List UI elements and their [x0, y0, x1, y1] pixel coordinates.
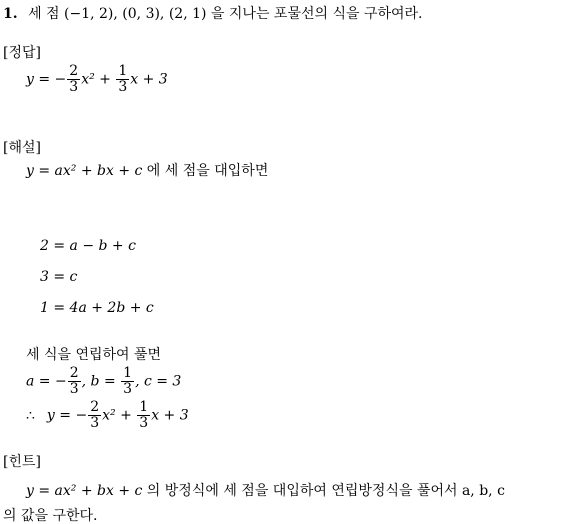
final-fraction-2: [137, 400, 150, 431]
answer-equation: [26, 64, 168, 95]
fraction-numerator: 2: [90, 399, 100, 415]
hint-line-2: 의 값을 구한다.: [3, 508, 98, 524]
fraction-denominator: 3: [69, 79, 79, 95]
answer-fraction-2: [116, 64, 129, 95]
fraction-denominator: 3: [123, 381, 133, 397]
solution-a-label: a = −: [26, 373, 67, 390]
hint-math: y = ax² + bx + c: [26, 483, 143, 499]
hint-line-1: [26, 484, 505, 498]
explanation-intro-text: 에 세 점을 대입하면: [142, 163, 269, 179]
explanation-intro-math: y = ax² + bx + c: [26, 163, 143, 179]
answer-heading: [정답]: [3, 45, 41, 61]
fraction-numerator: 2: [69, 365, 79, 381]
answer-lhs: y = −: [26, 71, 67, 88]
final-fraction-1: [88, 400, 101, 431]
final-lhs: y = −: [46, 407, 88, 424]
fraction-numerator: 1: [118, 63, 128, 79]
final-line: [26, 400, 189, 431]
problem-number: 1.: [3, 6, 18, 22]
solution-b-label: , b =: [81, 373, 121, 390]
problem-line: [3, 7, 423, 21]
solution-a-fraction: [68, 366, 81, 397]
answer-tail: x + 3: [130, 71, 168, 88]
answer-fraction-1: [67, 64, 80, 95]
fraction-denominator: 3: [118, 79, 128, 95]
solution-b-fraction: [121, 366, 134, 397]
answer-mid: x² +: [81, 71, 116, 88]
fraction-denominator: 3: [69, 381, 79, 397]
fraction-numerator: 1: [139, 399, 149, 415]
therefore-symbol: ∴: [26, 407, 35, 424]
fraction-denominator: 3: [139, 415, 149, 431]
solve-text: 세 식을 연립하여 풀면: [26, 347, 162, 363]
equation-3: 1 = 4a + 2b + c: [40, 300, 154, 316]
solution-line: [26, 366, 181, 397]
explanation-heading: [해설]: [3, 140, 41, 156]
fraction-numerator: 2: [69, 63, 79, 79]
fraction-denominator: 3: [90, 415, 100, 431]
equation-1: 2 = a − b + c: [40, 238, 136, 254]
solution-c-label: , c = 3: [135, 373, 182, 390]
fraction-numerator: 1: [123, 365, 133, 381]
hint-text-1: 의 방정식에 세 점을 대입하여 연립방정식을 풀어서 a, b, c: [142, 483, 505, 499]
final-mid: x² +: [102, 407, 137, 424]
equation-2: 3 = c: [40, 269, 78, 285]
final-tail: x + 3: [151, 407, 189, 424]
hint-heading: [힌트]: [3, 454, 41, 470]
explanation-intro: [26, 164, 268, 178]
problem-text: 세 점 (−1, 2), (0, 3), (2, 1) 을 지나는 포물선의 식을 구하여라.: [28, 6, 423, 22]
